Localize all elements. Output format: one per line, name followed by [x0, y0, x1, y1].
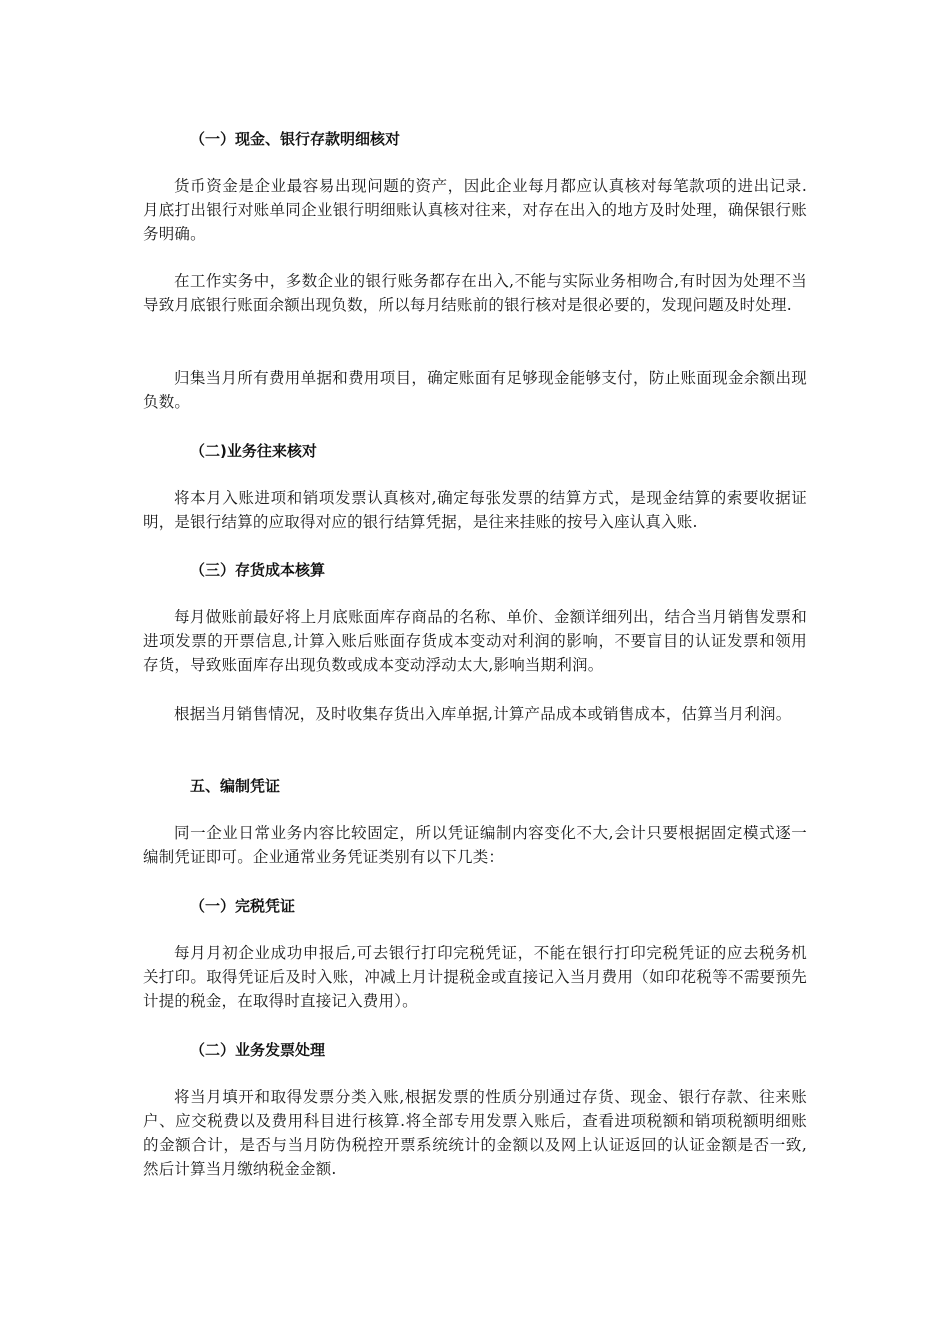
- paragraph: [143, 605, 807, 677]
- section-heading: （三）存货成本核算: [190, 561, 326, 579]
- section-heading: （一）完税凭证: [190, 897, 296, 915]
- paragraph: [143, 821, 807, 869]
- section-heading: （二）业务发票处理: [190, 1041, 326, 1059]
- section-heading: （一）现金、银行存款明细核对: [190, 130, 401, 148]
- paragraph-text: 货币资金是企业最容易出现问题的资产，因此企业每月都应认真核对每笔款项的进出记录.月底打出银行对账单同企业银行明细账认真核对往来，对存在出入的地方及时处理，确保银行账务明确。: [143, 177, 807, 243]
- section-heading: （二)业务往来核对: [190, 442, 317, 460]
- paragraph-text: 每月做账前最好将上月底账面库存商品的名称、单价、金额详细列出，结合当月销售发票和进项发票的开票信息,计算入账后账面存货成本变动对利润的影响，不要盲目的认证发票和领用存货，导致账面库存出现负数或成本变动浮动太大,影响当期利润。: [143, 608, 807, 674]
- paragraph: [143, 1085, 807, 1181]
- paragraph-text: 每月月初企业成功申报后,可去银行打印完税凭证，不能在银行打印完税凭证的应去税务机关打印。取得凭证后及时入账，冲减上月计提税金或直接记入当月费用（如印花税等不需要预先计提的税金，在取得时直接记入费用）。: [143, 944, 807, 1010]
- paragraph: [143, 366, 807, 414]
- paragraph-text: 同一企业日常业务内容比较固定，所以凭证编制内容变化不大,会计只要根据固定模式逐一编制凭证即可。企业通常业务凭证类别有以下几类：: [143, 824, 807, 866]
- paragraph-text: 将当月填开和取得发票分类入账,根据发票的性质分别通过存货、现金、银行存款、往来账户、应交税费以及费用科目进行核算.将全部专用发票入账后，查看进项税额和销项税额明细账的金额合计，是否与当月防伪税控开票系统统计的金额以及网上认证返回的认证金额是否一致,然后计算当月缴纳税金金额.: [143, 1088, 807, 1178]
- paragraph: [143, 486, 807, 534]
- paragraph: [143, 941, 807, 1013]
- paragraph: [143, 174, 807, 246]
- paragraph: [143, 269, 807, 317]
- paragraph: [143, 702, 807, 726]
- paragraph-text: 根据当月销售情况，及时收集存货出入库单据,计算产品成本或销售成本，估算当月利润。: [174, 705, 792, 723]
- paragraph-text: 归集当月所有费用单据和费用项目，确定账面有足够现金能够支付，防止账面现金余额出现负数。: [143, 369, 807, 411]
- paragraph-text: 在工作实务中，多数企业的银行账务都存在出入,不能与实际业务相吻合,有时因为处理不当导致月底银行账面余额出现负数，所以每月结账前的银行核对是很必要的，发现问题及时处理.: [143, 272, 807, 314]
- section-heading: 五、编制凭证: [190, 777, 281, 795]
- paragraph-text: 将本月入账进项和销项发票认真核对,确定每张发票的结算方式，是现金结算的索要收据证明，是银行结算的应取得对应的银行结算凭据，是往来挂账的按号入座认真入账.: [143, 489, 807, 531]
